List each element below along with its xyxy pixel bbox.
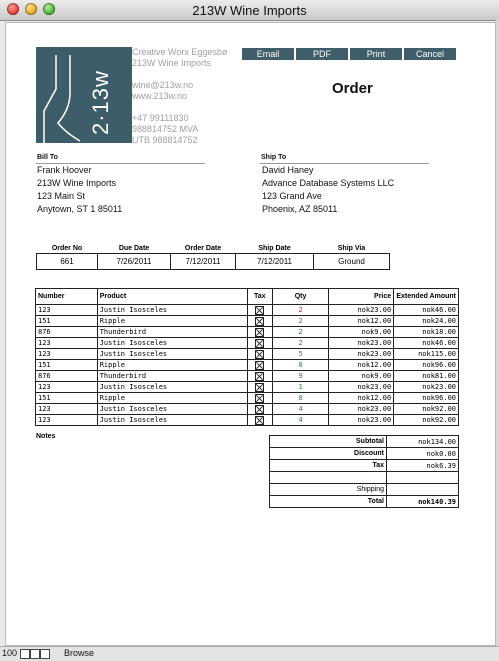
order-no-value[interactable]: 661 xyxy=(37,254,98,270)
item-extended: nok23.00 xyxy=(394,382,459,393)
zoom-level[interactable]: 100 xyxy=(2,648,18,658)
status-bar xyxy=(0,646,499,661)
item-number[interactable]: 123 xyxy=(36,382,98,393)
item-product[interactable]: Thunderbird xyxy=(97,371,247,382)
table-row[interactable] xyxy=(36,371,459,382)
window-titlebar xyxy=(0,0,499,21)
item-number[interactable]: 123 xyxy=(36,415,98,426)
company-utb: UTB 988814752 xyxy=(132,135,198,145)
item-tax xyxy=(247,393,272,404)
company-name: Creative Worx Eggesbø xyxy=(132,47,228,57)
qty-header: Qty xyxy=(272,289,329,305)
order-layout xyxy=(5,22,496,646)
print-button[interactable]: Print xyxy=(350,48,402,60)
table-row[interactable] xyxy=(36,338,459,349)
bill-to-label: Bill To xyxy=(37,154,58,161)
item-price[interactable]: nok23.00 xyxy=(329,415,394,426)
window-title: 213W Wine Imports xyxy=(192,3,307,18)
extended-amount-header: Extended Amount xyxy=(394,289,459,305)
browse-mode-label[interactable]: Browse xyxy=(64,648,95,658)
table-row[interactable] xyxy=(36,327,459,338)
blank-label-cell xyxy=(270,472,387,484)
item-product[interactable]: Justin Isosceles xyxy=(97,338,247,349)
ship-to-address xyxy=(262,164,394,216)
ship-via-header: Ship Via xyxy=(337,244,366,252)
table-row[interactable] xyxy=(36,382,459,393)
ship-date-value[interactable]: 7/12/2011 xyxy=(236,254,314,270)
item-number[interactable]: 123 xyxy=(36,349,98,360)
item-qty[interactable]: 2 xyxy=(272,327,329,338)
item-qty[interactable]: 9 xyxy=(272,371,329,382)
item-product[interactable]: Justin Isosceles xyxy=(97,415,247,426)
subtotal-label: Subtotal xyxy=(270,436,387,448)
item-extended: nok18.00 xyxy=(394,327,459,338)
zoom-in-icon[interactable] xyxy=(30,649,40,659)
item-extended: nok46.00 xyxy=(394,305,459,316)
item-product[interactable]: Thunderbird xyxy=(97,327,247,338)
ship-to-name[interactable]: David Haney xyxy=(262,165,314,175)
total-label: Total xyxy=(270,496,387,508)
item-number[interactable]: 876 xyxy=(36,371,98,382)
due-date-header: Due Date xyxy=(118,244,150,252)
item-number[interactable]: 151 xyxy=(36,393,98,404)
number-header: Number xyxy=(36,289,98,305)
pdf-button[interactable]: PDF xyxy=(296,48,348,60)
company-mva: 988814752 MVA xyxy=(132,124,199,134)
item-price[interactable]: nok12.00 xyxy=(329,393,394,404)
bill-to-name[interactable]: Frank Hoover xyxy=(37,165,92,175)
tax-checkbox[interactable] xyxy=(255,361,264,370)
item-price[interactable]: nok23.00 xyxy=(329,382,394,393)
item-qty[interactable]: 4 xyxy=(272,404,329,415)
item-product[interactable]: Justin Isosceles xyxy=(97,305,247,316)
totals-table xyxy=(269,435,459,508)
item-extended: nok92.00 xyxy=(394,415,459,426)
tax-checkbox[interactable] xyxy=(255,339,264,348)
item-tax xyxy=(247,349,272,360)
item-tax xyxy=(247,316,272,327)
toolbar-toggle-icon[interactable] xyxy=(40,649,50,659)
company-logo xyxy=(36,47,132,143)
item-extended: nok24.00 xyxy=(394,316,459,327)
tax-checkbox[interactable] xyxy=(255,306,264,315)
item-tax xyxy=(247,371,272,382)
table-row[interactable] xyxy=(36,305,459,316)
email-button[interactable]: Email xyxy=(242,48,294,60)
item-tax xyxy=(247,360,272,371)
item-tax xyxy=(247,327,272,338)
item-extended: nok46.00 xyxy=(394,338,459,349)
item-tax xyxy=(247,382,272,393)
item-qty[interactable]: 1 xyxy=(272,382,329,393)
item-product[interactable]: Ripple xyxy=(97,393,247,404)
line-items-table xyxy=(35,288,459,426)
item-qty[interactable]: 8 xyxy=(272,360,329,371)
tax-checkbox[interactable] xyxy=(255,405,264,414)
item-price[interactable]: nok9.00 xyxy=(329,327,394,338)
table-row[interactable] xyxy=(36,316,459,327)
subtotal-value: nok134.00 xyxy=(387,436,459,448)
item-number[interactable]: 123 xyxy=(36,338,98,349)
table-row[interactable] xyxy=(36,415,459,426)
discount-value[interactable]: nok0.00 xyxy=(387,448,459,460)
item-extended: nok96.00 xyxy=(394,360,459,371)
tax-label: Tax xyxy=(270,460,387,472)
tax-checkbox[interactable] xyxy=(255,372,264,381)
item-price[interactable]: nok12.00 xyxy=(329,316,394,327)
item-qty[interactable]: 8 xyxy=(272,393,329,404)
item-price[interactable]: nok23.00 xyxy=(329,404,394,415)
tax-header: Tax xyxy=(247,289,272,305)
order-date-header: Order Date xyxy=(184,244,222,252)
table-row[interactable] xyxy=(36,349,459,360)
ship-to-city[interactable]: Phoenix, AZ 85011 xyxy=(262,204,338,214)
bill-to-street[interactable]: 123 Main St xyxy=(37,191,86,201)
table-row[interactable] xyxy=(36,360,459,371)
company-info xyxy=(132,47,227,146)
tax-checkbox[interactable] xyxy=(255,394,264,403)
company-email[interactable]: wine@213w.no xyxy=(132,80,194,90)
tax-checkbox[interactable] xyxy=(255,416,264,425)
price-header: Price xyxy=(329,289,394,305)
table-row[interactable] xyxy=(36,393,459,404)
item-product[interactable]: Ripple xyxy=(97,360,247,371)
item-tax xyxy=(247,338,272,349)
item-price[interactable]: nok23.00 xyxy=(329,349,394,360)
item-tax xyxy=(247,305,272,316)
item-price[interactable]: nok23.00 xyxy=(329,338,394,349)
blank-value-cell xyxy=(387,472,459,484)
item-tax xyxy=(247,404,272,415)
item-product[interactable]: Justin Isosceles xyxy=(97,404,247,415)
tax-checkbox[interactable] xyxy=(255,328,264,337)
company-web[interactable]: www.213w.no xyxy=(132,91,188,101)
ship-via-value[interactable]: Ground xyxy=(314,254,390,270)
item-extended: nok92.00 xyxy=(394,404,459,415)
tax-checkbox[interactable] xyxy=(255,383,264,392)
tax-checkbox[interactable] xyxy=(255,317,264,326)
item-extended: nok81.00 xyxy=(394,371,459,382)
action-buttons xyxy=(242,48,456,60)
notes-label: Notes xyxy=(36,433,56,440)
item-qty[interactable]: 2 xyxy=(272,316,329,327)
ship-to-street[interactable]: 123 Grand Ave xyxy=(262,191,322,201)
order-meta-table xyxy=(36,243,390,270)
shipping-label: Shipping xyxy=(270,484,387,496)
company-subtitle: 213W Wine Imports xyxy=(132,58,212,68)
item-product[interactable]: Justin Isosceles xyxy=(97,382,247,393)
item-number[interactable]: 123 xyxy=(36,404,98,415)
item-qty[interactable]: 5 xyxy=(272,349,329,360)
zoom-out-icon[interactable] xyxy=(20,649,30,659)
ship-to-company[interactable]: Advance Database Systems LLC xyxy=(262,178,395,188)
item-price[interactable]: nok9.00 xyxy=(329,371,394,382)
item-number[interactable]: 876 xyxy=(36,327,98,338)
item-product[interactable]: Ripple xyxy=(97,316,247,327)
item-extended: nok115.00 xyxy=(394,349,459,360)
table-row[interactable] xyxy=(36,404,459,415)
bill-to-company[interactable]: 213W Wine Imports xyxy=(37,178,117,188)
ship-to-label: Ship To xyxy=(261,154,287,161)
company-phone: +47 99111830 xyxy=(132,113,189,123)
order-date-value[interactable]: 7/12/2011 xyxy=(171,254,236,270)
item-tax xyxy=(247,415,272,426)
item-number[interactable]: 151 xyxy=(36,316,98,327)
order-no-header: Order No xyxy=(51,244,83,252)
item-product[interactable]: Justin Isosceles xyxy=(97,349,247,360)
total-value: nok140.39 xyxy=(387,496,459,508)
item-qty[interactable]: 4 xyxy=(272,415,329,426)
shipping-value[interactable] xyxy=(387,484,459,496)
logo-glass-icon xyxy=(36,47,132,143)
item-qty[interactable]: 2 xyxy=(272,305,329,316)
product-header: Product xyxy=(97,289,247,305)
discount-label: Discount xyxy=(270,448,387,460)
item-price[interactable]: nok23.00 xyxy=(329,305,394,316)
due-date-value[interactable]: 7/26/2011 xyxy=(98,254,171,270)
item-price[interactable]: nok12.00 xyxy=(329,360,394,371)
cancel-button[interactable]: Cancel xyxy=(404,48,456,60)
logo-text: 2·13w xyxy=(88,70,113,135)
tax-value: nok6.39 xyxy=(387,460,459,472)
bill-to-address xyxy=(37,164,122,216)
ship-date-header: Ship Date xyxy=(258,244,291,252)
line-items-body xyxy=(36,305,459,426)
bill-to-city[interactable]: Anytown, ST 1 85011 xyxy=(37,204,123,214)
item-extended: nok96.00 xyxy=(394,393,459,404)
document-title: Order xyxy=(332,80,373,97)
item-number[interactable]: 151 xyxy=(36,360,98,371)
tax-checkbox[interactable] xyxy=(255,350,264,359)
item-qty[interactable]: 2 xyxy=(272,338,329,349)
item-number[interactable]: 123 xyxy=(36,305,98,316)
